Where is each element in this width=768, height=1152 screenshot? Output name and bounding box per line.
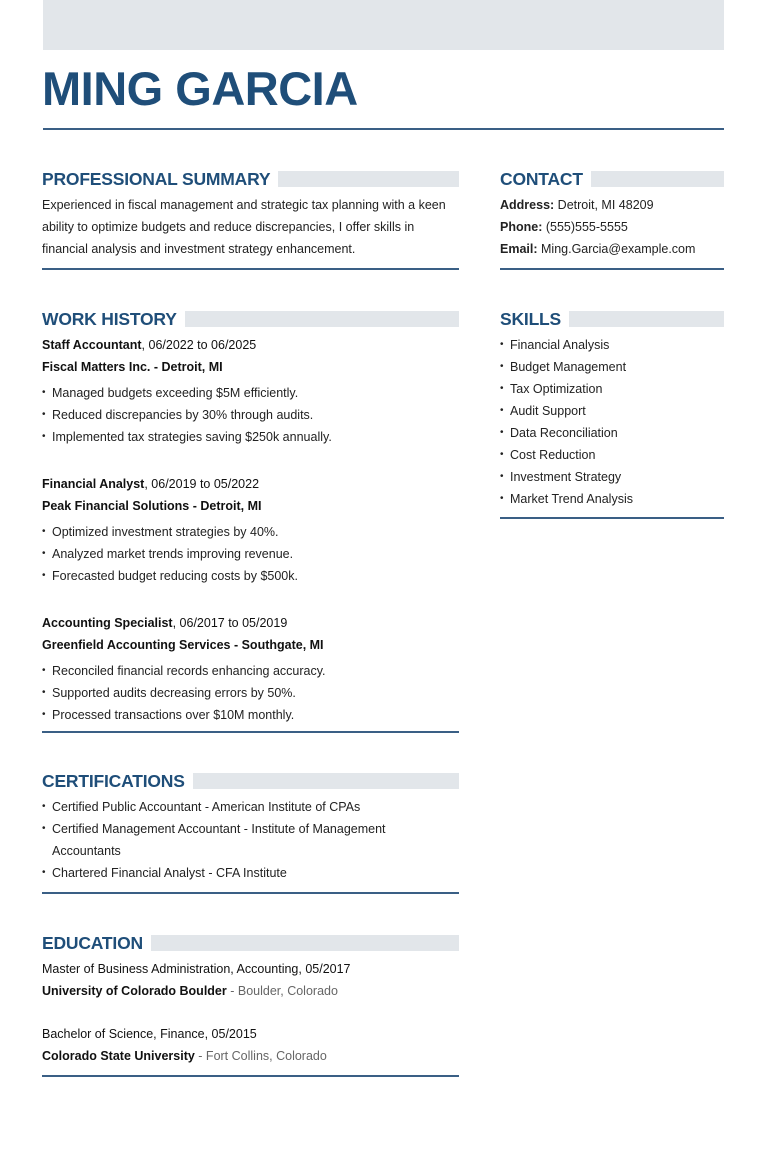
education-entry [42, 958, 459, 1002]
job-title-line [42, 473, 459, 495]
skills-section [500, 308, 724, 510]
job-company: Fiscal Matters Inc. [42, 360, 151, 374]
job-company-line [42, 356, 459, 378]
contact-email [500, 238, 724, 260]
candidate-name: MING GARCIA [42, 62, 358, 115]
phone-value: (555)555-5555 [545, 220, 628, 234]
phone-label: Phone: [500, 220, 543, 234]
contact-rule [500, 268, 724, 270]
job-dates: , 06/2019 to 05/2022 [144, 477, 260, 491]
email-label: Email: [500, 242, 538, 256]
summary-section [42, 168, 459, 260]
job-company: Peak Financial Solutions [42, 499, 190, 513]
education-title: EDUCATION [42, 932, 143, 953]
address-label: Address: [500, 198, 555, 212]
job-bullet: • Optimized investment strategies by 40%. [42, 521, 459, 543]
certifications-list [42, 796, 412, 884]
certifications-section [42, 770, 459, 884]
job-bullet: • Reconciled financial records enhancing accuracy. [42, 660, 459, 682]
skill-item: • Financial Analysis [500, 334, 724, 356]
work-history-section [42, 308, 459, 739]
contact-address [500, 194, 724, 216]
skills-list [500, 334, 724, 510]
skill-item: • Cost Reduction [500, 444, 724, 466]
certifications-title: CERTIFICATIONS [42, 770, 185, 791]
education-location: - Boulder, Colorado [226, 984, 338, 998]
certifications-title-band [193, 773, 459, 789]
work-history-rule [42, 731, 459, 733]
contact-title-band [591, 171, 724, 187]
job-role: Accounting Specialist [42, 616, 173, 630]
skill-item: • Data Reconciliation [500, 422, 724, 444]
certifications-header [42, 770, 459, 792]
header-band [43, 0, 724, 50]
job-bullet: • Processed transactions over $10M monthly. [42, 704, 459, 726]
job-title-line [42, 334, 459, 356]
job-bullet: • Supported audits decreasing errors by 50%. [42, 682, 459, 704]
education-entry [42, 1023, 459, 1067]
skill-item: • Audit Support [500, 400, 724, 422]
work-history-title-band [185, 311, 459, 327]
job-role: Financial Analyst [42, 477, 145, 491]
header-rule [43, 128, 724, 130]
skill-item: • Budget Management [500, 356, 724, 378]
education-title-band [151, 935, 459, 951]
job-bullet: • Analyzed market trends improving revenue. [42, 543, 459, 565]
job-title-line [42, 612, 459, 634]
skills-rule [500, 517, 724, 519]
job-bullet: • Reduced discrepancies by 30% through audits. [42, 404, 459, 426]
education-location: - Fort Collins, Colorado [194, 1049, 327, 1063]
job-bullet: • Implemented tax strategies saving $250k annually. [42, 426, 459, 448]
skill-item: • Tax Optimization [500, 378, 724, 400]
certification-item: • Chartered Financial Analyst - CFA Institute [42, 862, 412, 884]
contact-title: CONTACT [500, 168, 583, 189]
skills-title: SKILLS [500, 308, 562, 329]
work-history-header [42, 308, 459, 330]
job-bullets [42, 521, 459, 587]
job-company: Greenfield Accounting Services [42, 638, 231, 652]
address-value: Detroit, MI 48209 [557, 198, 654, 212]
job-bullets [42, 660, 459, 726]
education-rule [42, 1075, 459, 1077]
certifications-rule [42, 892, 459, 894]
education-degree: Bachelor of Science, Finance, 05/2015 [42, 1027, 257, 1041]
job-location: - Detroit, MI [150, 360, 223, 374]
contact-header [500, 168, 724, 190]
skill-item: • Investment Strategy [500, 466, 724, 488]
job-bullet: • Managed budgets exceeding $5M efficiently. [42, 382, 459, 404]
summary-header [42, 168, 459, 190]
skills-header [500, 308, 724, 330]
education-school: Colorado State University [42, 1049, 195, 1063]
job-company-line [42, 634, 459, 656]
certification-item: • Certified Management Accountant - Institute of Management Accountants [42, 818, 412, 862]
work-history-title: WORK HISTORY [42, 308, 177, 329]
education-school-line [42, 980, 459, 1002]
education-section [42, 932, 459, 1088]
certification-item: • Certified Public Accountant - American Institute of CPAs [42, 796, 412, 818]
summary-rule [42, 268, 459, 270]
contact-section [500, 168, 724, 260]
summary-text: Experienced in fiscal management and strategic tax planning with a keen ability to optimize budgets and reduce discrepancies, I offer skills in financial analysis and investment strategy enhancement. [42, 198, 446, 256]
job-entry [42, 334, 459, 448]
job-bullets [42, 382, 459, 448]
job-role: Staff Accountant [42, 338, 142, 352]
contact-phone [500, 216, 724, 238]
job-dates: , 06/2017 to 05/2019 [172, 616, 288, 630]
job-entry [42, 473, 459, 587]
job-location: - Southgate, MI [230, 638, 324, 652]
skill-item: • Market Trend Analysis [500, 488, 724, 510]
education-school: University of Colorado Boulder [42, 984, 227, 998]
job-bullet: • Forecasted budget reducing costs by $500k. [42, 565, 459, 587]
education-school-line [42, 1045, 459, 1067]
job-entry [42, 612, 459, 726]
job-dates: , 06/2022 to 06/2025 [141, 338, 257, 352]
summary-title: PROFESSIONAL SUMMARY [42, 168, 271, 189]
education-header [42, 932, 459, 954]
skills-title-band [569, 311, 724, 327]
email-value: Ming.Garcia@example.com [541, 242, 696, 256]
summary-title-band [278, 171, 459, 187]
job-location: - Detroit, MI [189, 499, 262, 513]
education-degree: Master of Business Administration, Accounting, 05/2017 [42, 962, 351, 976]
job-company-line [42, 495, 459, 517]
